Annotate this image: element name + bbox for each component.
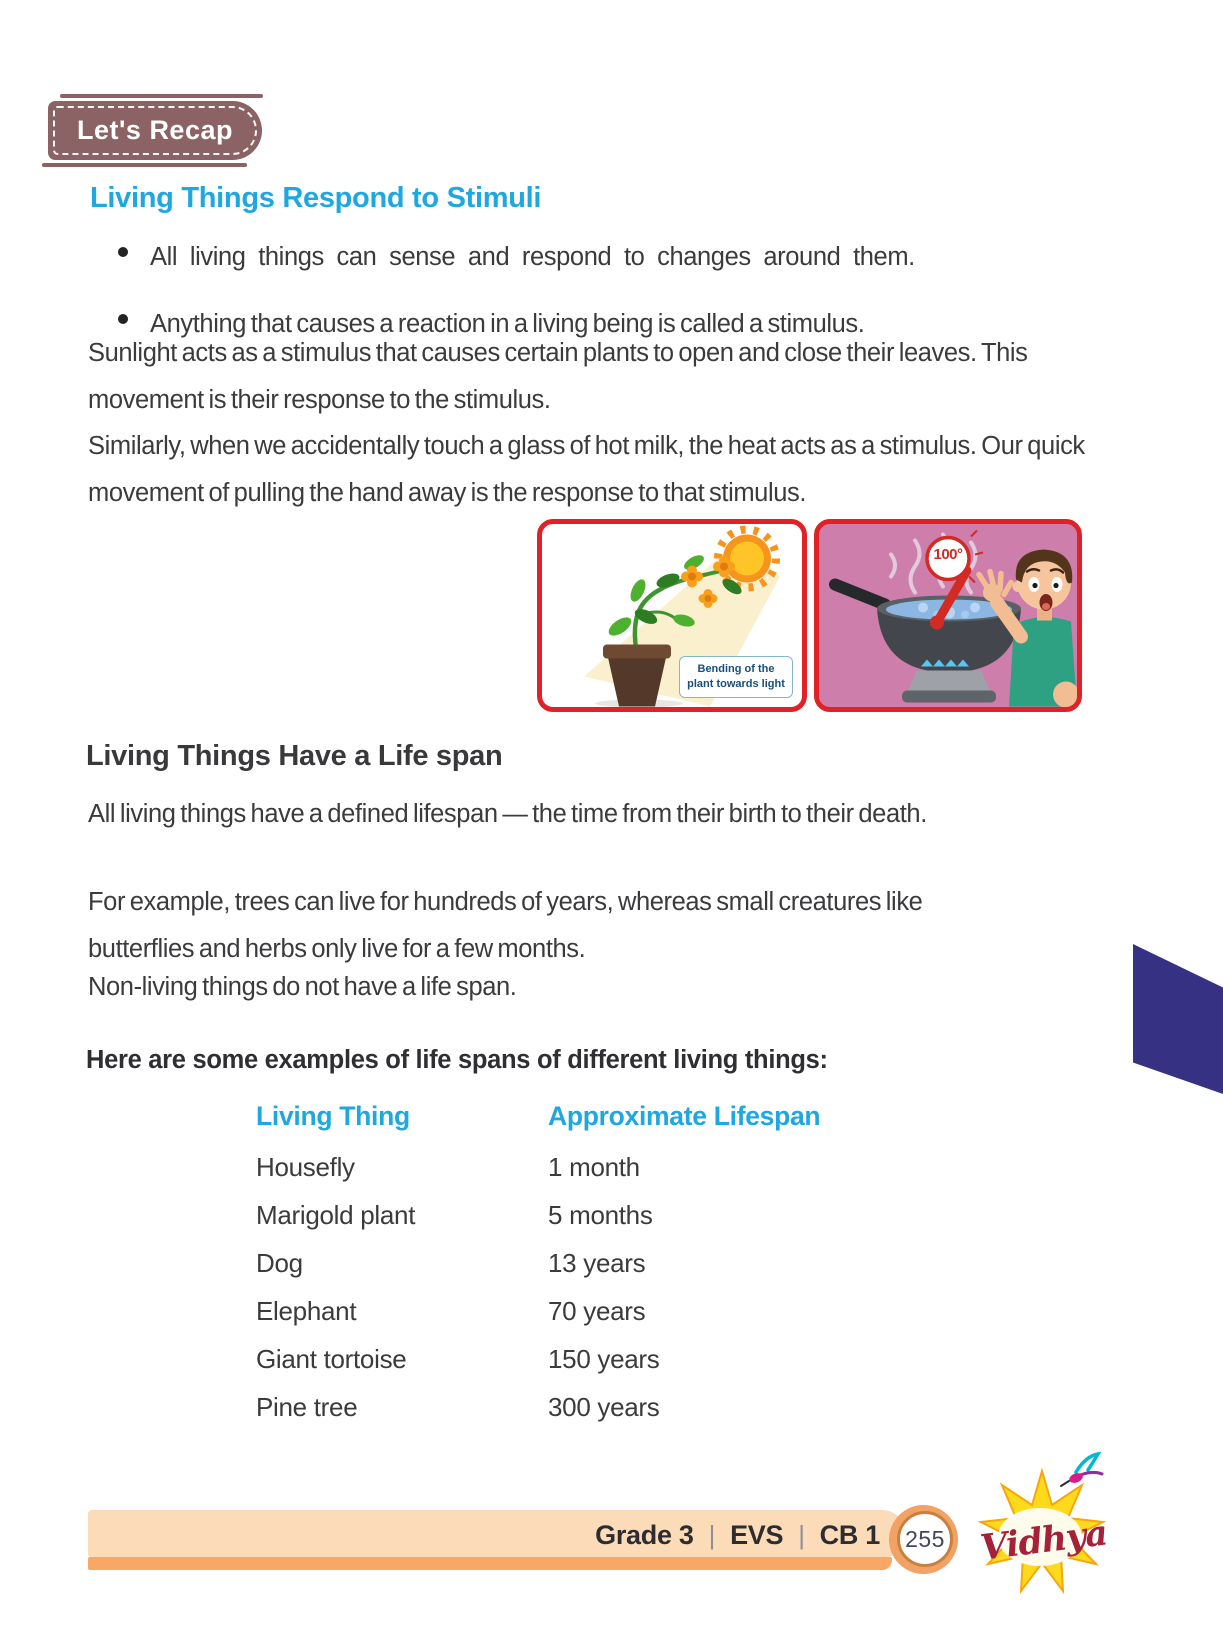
lifespan-table	[256, 1092, 820, 1431]
table-row	[256, 1239, 820, 1287]
temperature-label: 100°	[933, 546, 963, 563]
bullet-item	[118, 234, 1128, 281]
table-row	[256, 1335, 820, 1383]
bullet-text: Anything that causes a reaction in a living being is called a stimulus.	[150, 310, 865, 338]
table-row	[256, 1143, 820, 1191]
figure-caption: Bending of the plant towards light	[679, 656, 793, 698]
badge-dashed-border	[53, 106, 257, 155]
lets-recap-badge	[48, 101, 262, 160]
cell-thing: Elephant	[256, 1295, 357, 1326]
footer-bar-shadow-strip	[88, 1557, 892, 1570]
cell-lifespan: 13 years	[548, 1247, 646, 1278]
cell-thing: Marigold plant	[256, 1199, 416, 1230]
flower-pot	[603, 645, 671, 707]
section-heading-lifespan: Living Things Have a Life span	[86, 740, 503, 772]
section-heading-stimuli: Living Things Respond to Stimuli	[90, 182, 542, 214]
badge-decor-line-top	[60, 94, 263, 98]
cell-thing: Giant tortoise	[256, 1343, 407, 1374]
page-number: 255	[897, 1511, 953, 1567]
publisher-logo	[964, 1438, 1136, 1598]
paragraph-lifespan-examples: For example, trees can live for hundreds of years, whereas small creatures like butterflies and herbs only live for a few months.	[88, 888, 923, 963]
column-header-living-thing: Living Thing	[256, 1100, 410, 1131]
bullet-dot-icon	[118, 247, 128, 257]
paragraph-lifespan-definition: All living things have a defined lifespan — the time from their birth to their death.	[88, 800, 927, 828]
paragraph-sunlight: Sunlight acts as a stimulus that causes certain plants to open and close their leaves. This movement is their response to the stimulus.	[88, 339, 1028, 414]
table-intro: Here are some examples of life spans of different living things:	[86, 1046, 828, 1074]
footer-book: CB 1	[819, 1520, 880, 1550]
bullet-dot-icon	[118, 314, 128, 324]
badge-decor-line-bottom	[42, 163, 247, 167]
table-row	[256, 1383, 820, 1431]
table-row	[256, 1287, 820, 1335]
cell-thing: Dog	[256, 1247, 303, 1278]
paragraph-hot-milk: Similarly, when we accidentally touch a glass of hot milk, the heat acts as a stimulus. Our quick movement of pulling the hand away is the response to that stimulus.	[88, 432, 1085, 507]
page-edge-ribbon	[1133, 944, 1223, 1094]
paragraph-nonliving: Non-living things do not have a life span.	[88, 973, 517, 1001]
footer-breadcrumb	[500, 1520, 880, 1551]
cell-lifespan: 300 years	[548, 1391, 660, 1422]
footer-separator: |	[798, 1520, 805, 1550]
cell-lifespan: 5 months	[548, 1199, 653, 1230]
cell-lifespan: 1 month	[548, 1151, 640, 1182]
vidhya-logo	[964, 1438, 1136, 1598]
footer-separator: |	[708, 1520, 716, 1550]
figure-hot-milk-response	[814, 519, 1082, 712]
cell-thing: Housefly	[256, 1151, 355, 1182]
column-header-lifespan: Approximate Lifespan	[548, 1100, 821, 1131]
logo-wordmark: Vidhya	[978, 1512, 1110, 1569]
cell-lifespan: 150 years	[548, 1343, 660, 1374]
table-header-row	[256, 1092, 820, 1140]
badge-label: Let's Recap	[77, 115, 233, 145]
hummingbird-icon	[1061, 1454, 1102, 1486]
boy-ear	[1013, 581, 1024, 592]
cell-thing: Pine tree	[256, 1391, 358, 1422]
footer-grade: Grade 3	[595, 1520, 694, 1550]
table-row	[256, 1191, 820, 1239]
bullet-text: All living things can sense and respond to changes around them.	[150, 243, 915, 271]
cell-lifespan: 70 years	[548, 1295, 646, 1326]
footer-subject: EVS	[730, 1520, 784, 1550]
figure-plant-phototropism	[537, 519, 807, 712]
